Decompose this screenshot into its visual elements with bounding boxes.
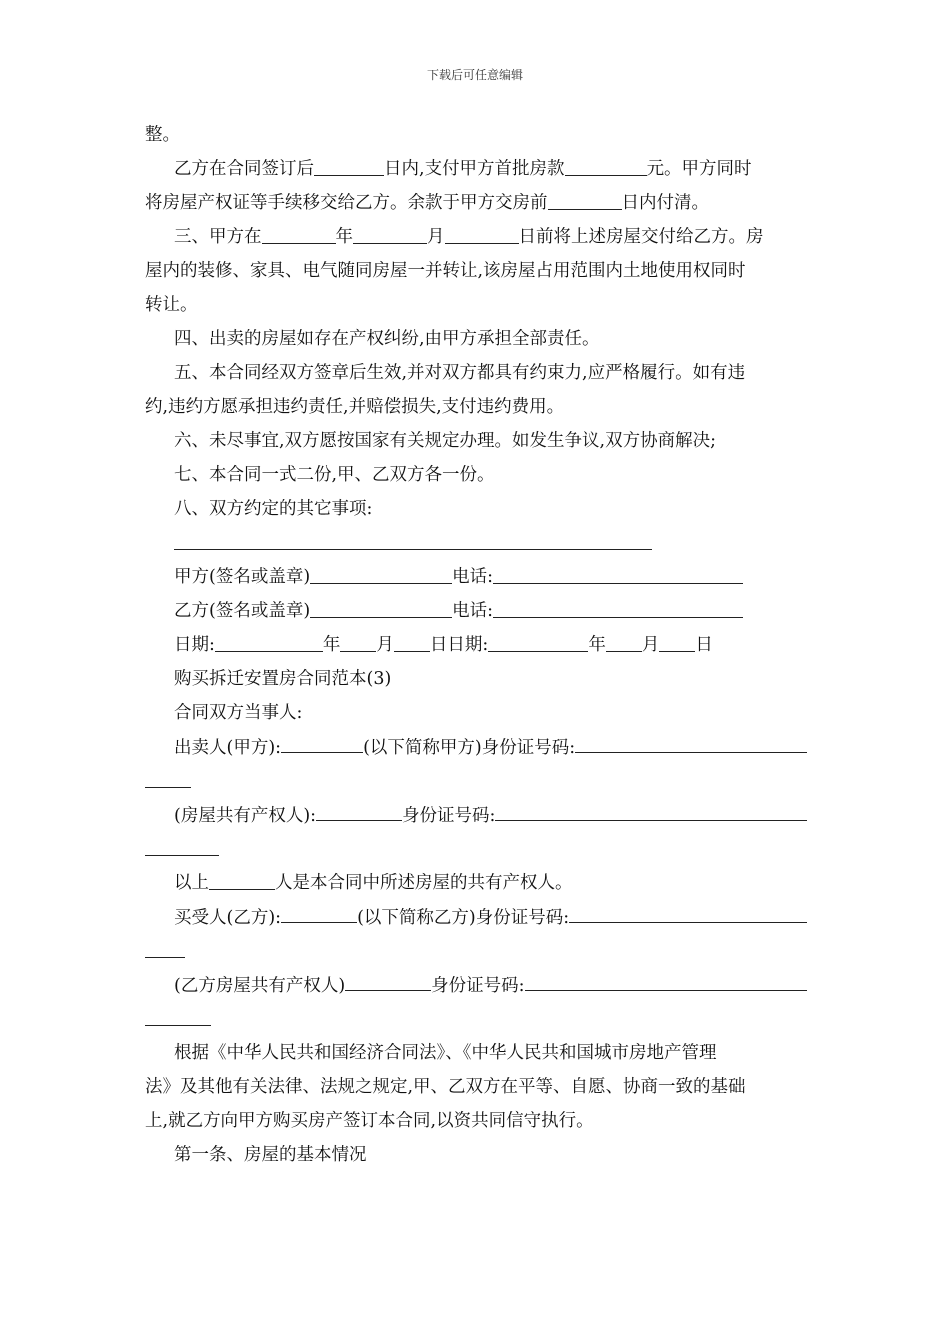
text-line: 约,违约方愿承担违约责任,并赔偿损失,支付违约费用。: [145, 397, 565, 417]
blank-continuation-line: [145, 1002, 807, 1036]
blank-field: [145, 765, 191, 788]
blank-field: [215, 629, 323, 652]
text-line: 合同双方当事人:: [174, 703, 303, 723]
payment-clause-line-2: 将房屋产权证等手续移交给乙方。余款于甲方交房前 日内付清。: [145, 186, 807, 220]
payment-clause-line-1: 乙方在合同签订后 日内,支付甲方首批房款 元。甲方同时: [145, 152, 807, 186]
party-a-signature-line: 甲方(签名或盖章) 电话:: [145, 560, 807, 594]
blank-field: [145, 833, 219, 856]
blank-field: [565, 153, 647, 176]
blank-field: [316, 798, 402, 821]
blank-field: [345, 968, 431, 991]
text-line: 法》及其他有关法律、法规之规定,甲、乙双方在平等、自愿、协商一致的基础: [145, 1077, 746, 1097]
blank-field: [314, 153, 384, 176]
article-heading: 第一条、房屋的基本情况: [174, 1145, 367, 1165]
page-header-note: 下载后可任意编辑: [426, 68, 523, 82]
text-line: 八、双方约定的其它事项:: [174, 499, 373, 519]
text-line: 根据《中华人民共和国经济合同法》、《中华人民共和国城市房地产管理: [174, 1043, 717, 1063]
blank-field: [606, 629, 642, 652]
blank-field: [310, 595, 452, 618]
text-line: 五、本合同经双方签章后生效,并对双方都具有约束力,应严格履行。如有违: [174, 363, 746, 383]
party-b-signature-line: 乙方(签名或盖章) 电话:: [145, 594, 807, 628]
text-line: 转让。: [145, 295, 198, 315]
blank-field: [145, 935, 185, 958]
blank-field: [445, 221, 519, 244]
document-body: [145, 118, 807, 1172]
blank-field: [569, 900, 807, 923]
blank-field: [493, 595, 743, 618]
blank-field: [488, 629, 588, 652]
delivery-clause-line-1: 三、甲方在 年 月 日前将上述房屋交付给乙方。房: [145, 220, 807, 254]
blank-field: [495, 798, 807, 821]
buyer-line: 买受人(乙方): (以下简称乙方)身份证号码:: [145, 900, 807, 934]
blank-field: [575, 730, 807, 753]
section-title: 购买拆迁安置房合同范本(3): [174, 669, 392, 689]
blank-field: [493, 561, 743, 584]
blank-field: [281, 730, 363, 753]
blank-field: [353, 221, 427, 244]
co-owner-count-line: 以上 人是本合同中所述房屋的共有产权人。: [145, 866, 807, 900]
blank-continuation-line: [145, 832, 807, 866]
buyer-co-owner-line: (乙方房屋共有产权人) 身份证号码:: [145, 968, 807, 1002]
blank-field: [281, 900, 357, 923]
other-terms-blank-line: [145, 526, 807, 560]
text-line: 七、本合同一式二份,甲、乙双方各一份。: [174, 465, 495, 485]
blank-field: [209, 867, 275, 890]
text-line: 整。: [145, 125, 180, 145]
blank-field: [262, 221, 336, 244]
blank-field: [310, 561, 452, 584]
co-owner-line: (房屋共有产权人): 身份证号码:: [145, 798, 807, 832]
blank-field: [525, 968, 807, 991]
blank-field: [174, 527, 652, 550]
text-line: 四、出卖的房屋如存在产权纠纷,由甲方承担全部责任。: [174, 329, 600, 349]
seller-line: 出卖人(甲方): (以下简称甲方)身份证号码:: [145, 730, 807, 764]
text-line: 屋内的装修、家具、电气随同房屋一并转让,该房屋占用范围内土地使用权同时: [145, 261, 746, 281]
blank-field: [548, 187, 622, 210]
text-line: 六、未尽事宜,双方愿按国家有关规定办理。如发生争议,双方协商解决;: [174, 431, 717, 451]
blank-field: [394, 629, 430, 652]
blank-continuation-line: [145, 764, 807, 798]
blank-continuation-line: [145, 934, 807, 968]
blank-field: [659, 629, 695, 652]
text-line: 上,就乙方向甲方购买房产签订本合同,以资共同信守执行。: [145, 1111, 594, 1131]
blank-field: [145, 1003, 211, 1026]
blank-field: [340, 629, 376, 652]
date-line: 日期: 年 月 日日期: 年 月 日: [145, 628, 807, 662]
